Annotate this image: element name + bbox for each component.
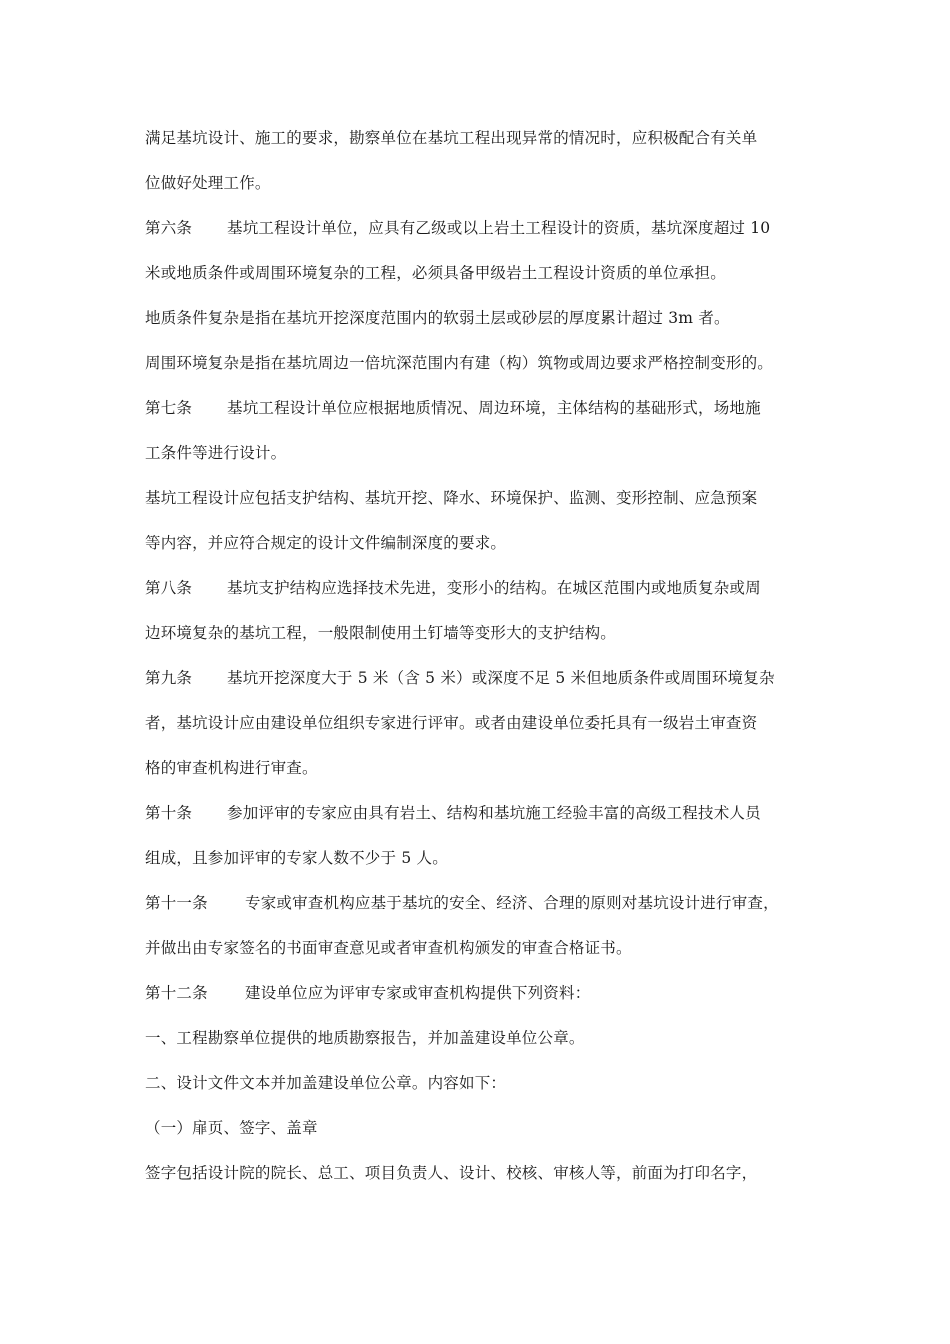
article-text: 基坑支护结构应选择技术先进，变形小的结构。在城区范围内或地质复杂或周 xyxy=(227,579,761,597)
article-number: 第十条 xyxy=(145,804,193,822)
text-line: 并做出由专家签名的书面审查意见或者审查机构颁发的审查合格证书。 xyxy=(145,939,632,957)
article-line xyxy=(145,578,761,598)
text-line: 二、设计文件文本并加盖建设单位公章。内容如下： xyxy=(145,1074,507,1092)
text-line: 满足基坑设计、施工的要求，勘察单位在基坑工程出现异常的情况时，应积极配合有关单 xyxy=(145,129,758,147)
article-text: 建设单位应为评审专家或审查机构提供下列资料： xyxy=(245,984,591,1002)
article-line xyxy=(145,893,779,913)
text-line: 一、工程勘察单位提供的地质勘察报告，并加盖建设单位公章。 xyxy=(145,1029,585,1047)
text-line: 位做好处理工作。 xyxy=(145,174,271,192)
text-line: 米或地质条件或周围环境复杂的工程，必须具备甲级岩土工程设计资质的单位承担。 xyxy=(145,264,726,282)
text-line: 组成，且参加评审的专家人数不少于 5 人。 xyxy=(145,849,448,867)
article-line xyxy=(145,218,770,238)
text-line: 签字包括设计院的院长、总工、项目负责人、设计、校核、审核人等，前面为打印名字， xyxy=(145,1164,758,1182)
article-text: 专家或审查机构应基于基坑的安全、经济、合理的原则对基坑设计进行审查， xyxy=(245,894,779,912)
text-line: 者，基坑设计应由建设单位组织专家进行评审。或者由建设单位委托具有一级岩土审查资 xyxy=(145,714,758,732)
article-number: 第六条 xyxy=(145,219,193,237)
article-number: 第七条 xyxy=(145,399,193,417)
article-text: 参加评审的专家应由具有岩土、结构和基坑施工经验丰富的高级工程技术人员 xyxy=(227,804,761,822)
article-text: 基坑工程设计单位，应具有乙级或以上岩土工程设计的资质，基坑深度超过 10 xyxy=(227,219,771,237)
text-line: 地质条件复杂是指在基坑开挖深度范围内的软弱土层或砂层的厚度累计超过 3m 者。 xyxy=(145,309,730,327)
text-line: （一）扉页、签字、盖章 xyxy=(145,1119,318,1137)
article-number: 第十二条 xyxy=(145,984,208,1002)
article-line xyxy=(145,983,590,1003)
article-text: 基坑工程设计单位应根据地质情况、周边环境，主体结构的基础形式，场地施 xyxy=(227,399,761,417)
text-line: 边环境复杂的基坑工程，一般限制使用土钉墙等变形大的支护结构。 xyxy=(145,624,617,642)
article-line xyxy=(145,398,761,418)
article-number: 第九条 xyxy=(145,669,193,687)
text-line: 周围环境复杂是指在基坑周边一倍坑深范围内有建（构）筑物或周边要求严格控制变形的。 xyxy=(145,354,774,372)
article-line xyxy=(145,668,775,688)
text-line: 工条件等进行设计。 xyxy=(145,444,287,462)
article-text: 基坑开挖深度大于 5 米（含 5 米）或深度不足 5 米但地质条件或周围环境复杂 xyxy=(227,669,775,687)
text-line: 基坑工程设计应包括支护结构、基坑开挖、降水、环境保护、监测、变形控制、应急预案 xyxy=(145,489,758,507)
article-line xyxy=(145,803,761,823)
text-line: 等内容，并应符合规定的设计文件编制深度的要求。 xyxy=(145,534,507,552)
text-line: 格的审查机构进行审查。 xyxy=(145,759,318,777)
article-number: 第十一条 xyxy=(145,894,208,912)
article-number: 第八条 xyxy=(145,579,193,597)
